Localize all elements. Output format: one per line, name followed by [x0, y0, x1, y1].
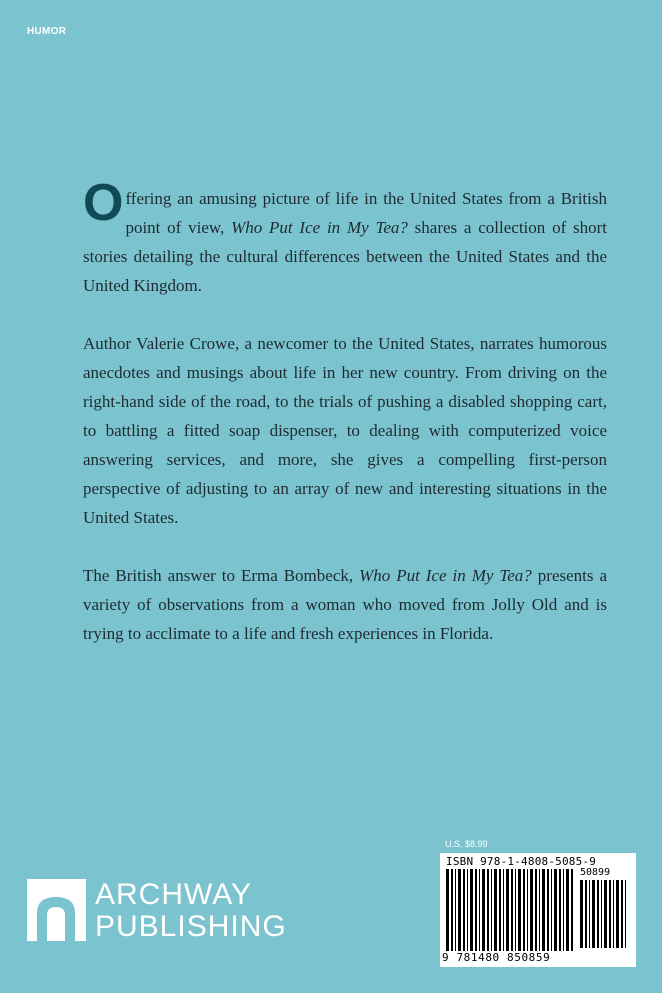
ean-digits: 9 781480 850859 — [442, 951, 551, 964]
publisher-name-line-2: PUBLISHING — [95, 910, 287, 943]
blurb-paragraph-1 — [83, 174, 608, 300]
blurb-text: The British answer to Erma Bombeck, — [83, 566, 360, 585]
blurb-text: shares a collection of short stories detailing the cultural differences between the United States and the United Kingdom. — [83, 218, 608, 295]
price-addon-number: 50899 — [580, 867, 611, 878]
ean-barcode-bars — [446, 869, 576, 951]
drop-cap: O — [83, 174, 124, 232]
isbn-barcode — [440, 853, 636, 967]
back-cover-blurb — [83, 174, 608, 677]
blurb-paragraph-2: Author Valerie Crowe, a newcomer to the United States, narrates humorous anecdotes and musings about life in her new country. From driving on the right-hand side of the road, to the trials of pushing a disabled shopping cart, to battling a fitted soap dispenser, to dealing with computerized voice answering services, and more, she gives a compelling first-person perspective of adjusting to an array of new and interesting situations in the United States. — [83, 334, 607, 527]
blurb-text: ffering an amusing picture of life in the United States from a British point of view, — [125, 189, 607, 237]
isbn-number: ISBN 978-1-4808-5085-9 — [446, 855, 597, 868]
price-label: U.S. $8.99 — [445, 839, 488, 849]
category-label: HUMOR — [27, 26, 67, 37]
publisher-name-line-1: ARCHWAY — [95, 878, 252, 911]
book-title: Who Put Ice in My Tea? — [231, 218, 408, 237]
blurb-text: presents a variety of observations from a woman who moved from Jolly Old and is trying to acclimate to a life and fresh experiences in Florida. — [83, 566, 607, 643]
archway-logo-icon — [27, 879, 86, 941]
publisher-name — [95, 879, 287, 943]
blurb-paragraph-3 — [83, 561, 607, 648]
book-title: Who Put Ice in My Tea? — [359, 566, 532, 585]
publisher-logo — [27, 879, 307, 943]
addon-barcode-bars — [580, 880, 630, 948]
